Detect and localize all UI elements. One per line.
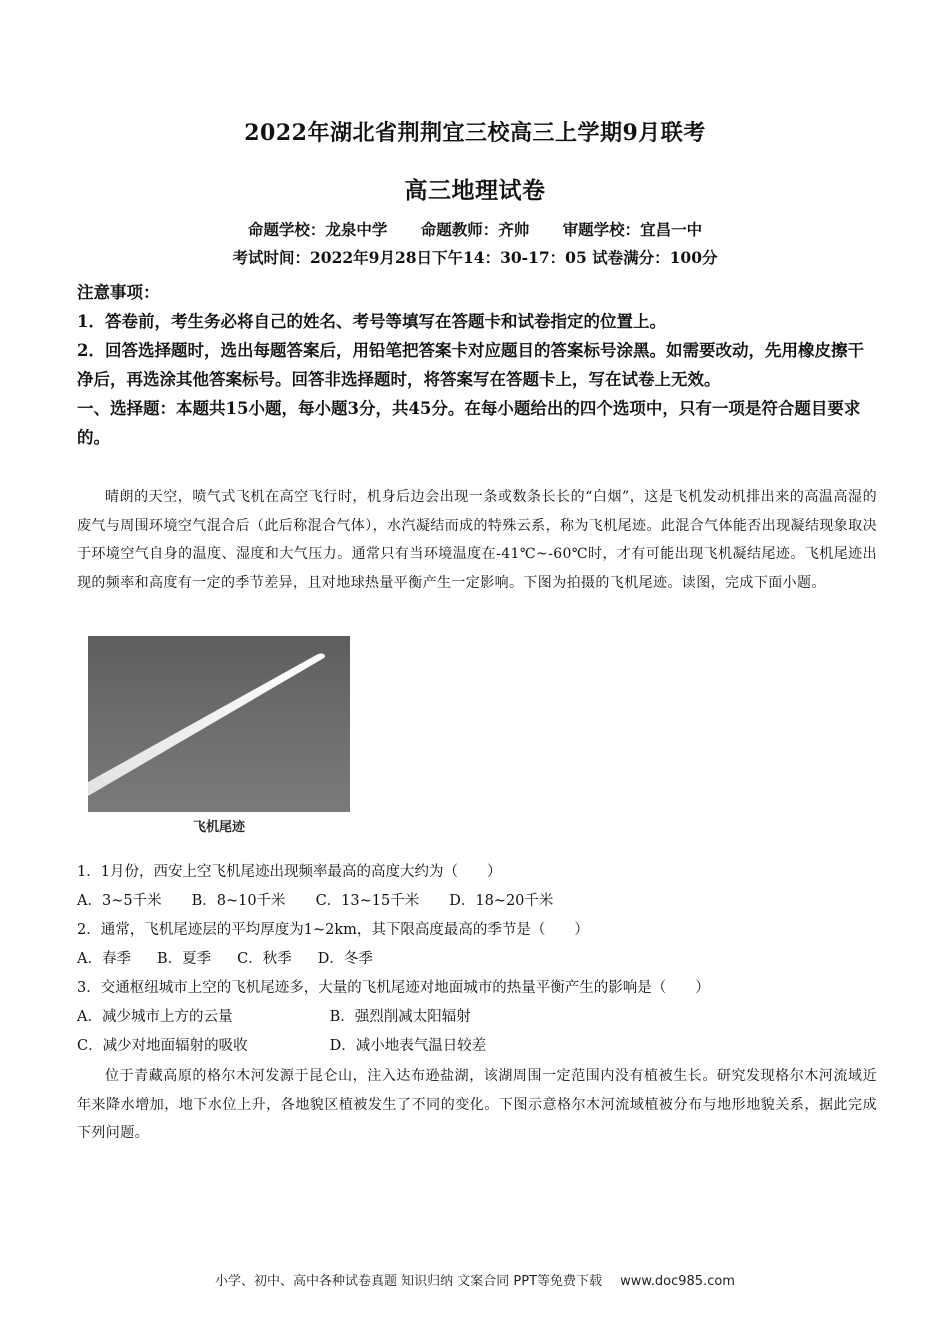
footer-text: 小学、初中、高中各种试卷真题 知识归纳 文案合同 PPT等免费下载 <box>215 1274 603 1289</box>
question-1: 1．1月份，西安上空飞机尾迹出现频率最高的高度大约为（ ） <box>77 864 502 880</box>
contrail-trail <box>88 636 350 812</box>
q3-option-d: D．减小地表气温日较差 <box>329 1038 487 1054</box>
notes-item-2: 2．回答选择题时，选出每题答案后，用铅笔把答案卡对应题目的答案标号涂黑。如需要改动，先用橡皮擦干净后，再选涂其他答案标号。回答非选择题时，将答案写在答题卡上，写在试卷上无效。 <box>77 341 864 389</box>
exam-time: 考试时间：2022年9月28日下午14：30-17：05 试卷满分：100分 <box>232 248 718 267</box>
meta-teacher: 命题教师：齐帅 <box>420 220 530 239</box>
notes-heading: 注意事项： <box>77 283 160 302</box>
q3-option-a: A．减少城市上方的云量 <box>77 1009 233 1025</box>
exam-authors <box>0 218 950 240</box>
photo-caption: 飞机尾迹 <box>192 820 245 835</box>
q1-option-d: D．18~20千米 <box>449 893 554 909</box>
question-2-options <box>77 945 877 974</box>
q3-option-c: C．减少对地面辐射的吸收 <box>77 1038 248 1054</box>
exam-subtitle: 高三地理试卷 <box>404 177 546 204</box>
page-footer <box>0 1270 950 1289</box>
questions <box>77 858 877 1061</box>
reading-passage-1: 晴朗的天空，喷气式飞机在高空飞行时，机身后边会出现一条或数条长长的“白烟”，这是飞机发动机排出来的高温高湿的废气与周围环境空气混合后（此后称混合气体），水汽凝结而成的特殊云系，称为飞机尾迹。此混合气体能否出现凝结现象取决于环境空气自身的温度、湿度和大气压力。通常只有当环境温度在-41℃~-60℃时，才有可能出现飞机凝结尾迹。飞机尾迹出现的频率和高度有一定的季节差异，且对地球热量平衡产生一定影响。下图为拍摄的飞机尾迹。读图，完成下面小题。 <box>77 489 877 591</box>
reading-passage-2: 位于青藏高原的格尔木河发源于昆仑山，注入达布逊盐湖，该湖周围一定范围内没有植被生长。研究发现格尔木河流域近年来降水增加，地下水位上升，各地貌区植被发生了不同的变化。下图示意格尔木河流域植被分布与地形地貌关系，据此完成下列问题。 <box>77 1068 877 1141</box>
question-2: 2．通常，飞机尾迹层的平均厚度为1~2km，其下限高度最高的季节是（ ） <box>77 922 589 938</box>
question-3-options-ab <box>77 1003 877 1032</box>
question-3-options-cd <box>77 1032 877 1061</box>
q1-option-c: C．13~15千米 <box>315 893 420 909</box>
exam-title: 2022年湖北省荆荆宜三校高三上学期9月联考 <box>244 120 706 146</box>
meta-school: 命题学校：龙泉中学 <box>247 220 388 239</box>
q2-option-d: D．冬季 <box>317 951 373 967</box>
question-1-options <box>77 887 877 916</box>
q3-option-b: B．强烈削减太阳辐射 <box>329 1009 471 1025</box>
question-3: 3．交通枢纽城市上空的飞机尾迹多，大量的飞机尾迹对地面城市的热量平衡产生的影响是（ ） <box>77 980 710 996</box>
footer-link[interactable]: www.doc985.com <box>620 1274 735 1289</box>
section-heading: 一、选择题：本题共15小题，每小题3分，共45分。在每小题给出的四个选项中，只有一项是符合题目要求的。 <box>77 399 861 447</box>
contrail-photo <box>88 636 350 836</box>
instructions <box>77 278 877 452</box>
q2-option-c: C．秋季 <box>237 951 292 967</box>
q1-option-b: B．8~10千米 <box>191 893 286 909</box>
q1-option-a: A．3~5千米 <box>77 893 162 909</box>
meta-review: 审题学校：宜昌一中 <box>562 220 703 239</box>
q2-option-a: A．春季 <box>77 951 131 967</box>
notes-item-1: 1．答卷前，考生务必将自己的姓名、考号等填写在答题卡和试卷指定的位置上。 <box>77 312 666 331</box>
q2-option-b: B．夏季 <box>156 951 212 967</box>
